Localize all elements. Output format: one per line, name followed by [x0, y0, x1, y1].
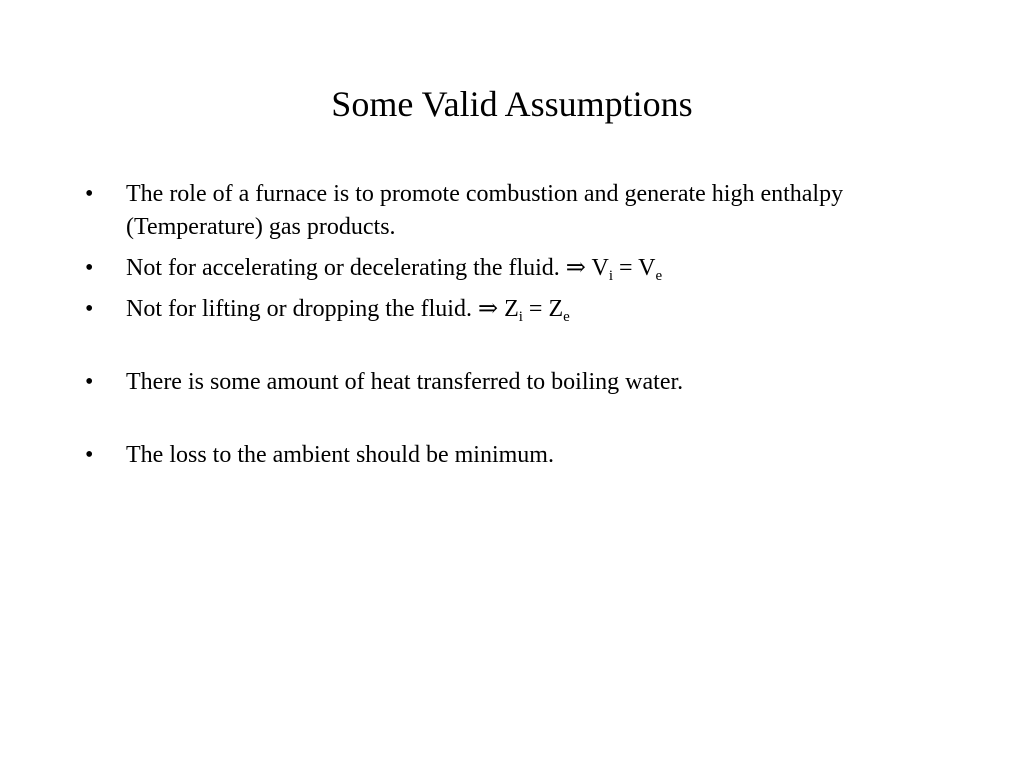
bullet-point-icon: •: [85, 296, 94, 322]
equation-symbol: Z: [548, 296, 564, 322]
bullet-text: There is some amount of heat transferred to boiling water.: [126, 369, 684, 395]
equation-operator: =: [522, 296, 549, 322]
bullet-point-icon: •: [85, 369, 94, 395]
equation-symbol: V: [638, 255, 656, 281]
bullet-point-icon: •: [85, 255, 94, 281]
bullet-item-elevation: [85, 293, 895, 326]
equation-subscript: e: [655, 268, 663, 284]
bullet-item-furnace-role: [85, 178, 895, 244]
bullet-point-icon: •: [85, 181, 94, 207]
equation-subscript: i: [608, 268, 613, 284]
bullet-item-heat-transfer: [85, 366, 895, 399]
bullet-item-velocity: [85, 252, 895, 285]
bullet-text: Not for accelerating or decelerating the fluid. ⇒: [126, 255, 592, 281]
bullet-text: The loss to the ambient should be minimum.: [126, 442, 554, 468]
bullet-list: [85, 178, 895, 480]
equation-subscript: i: [518, 309, 523, 325]
slide-title: Some Valid Assumptions: [331, 84, 693, 124]
bullet-point-icon: •: [85, 442, 94, 468]
equation-operator: =: [612, 255, 639, 281]
equation-symbol: Z: [504, 296, 519, 322]
equation-subscript: e: [563, 309, 570, 325]
bullet-text: The role of a furnace is to promote combustion and generate high enthalpy (Temperature) gas products.: [126, 181, 844, 240]
equation-elevation: [504, 296, 570, 325]
equation-symbol: V: [591, 255, 609, 281]
bullet-text: Not for lifting or dropping the fluid. ⇒: [126, 296, 505, 322]
equation-velocity: [591, 255, 663, 284]
bullet-item-ambient-loss: [85, 439, 895, 472]
